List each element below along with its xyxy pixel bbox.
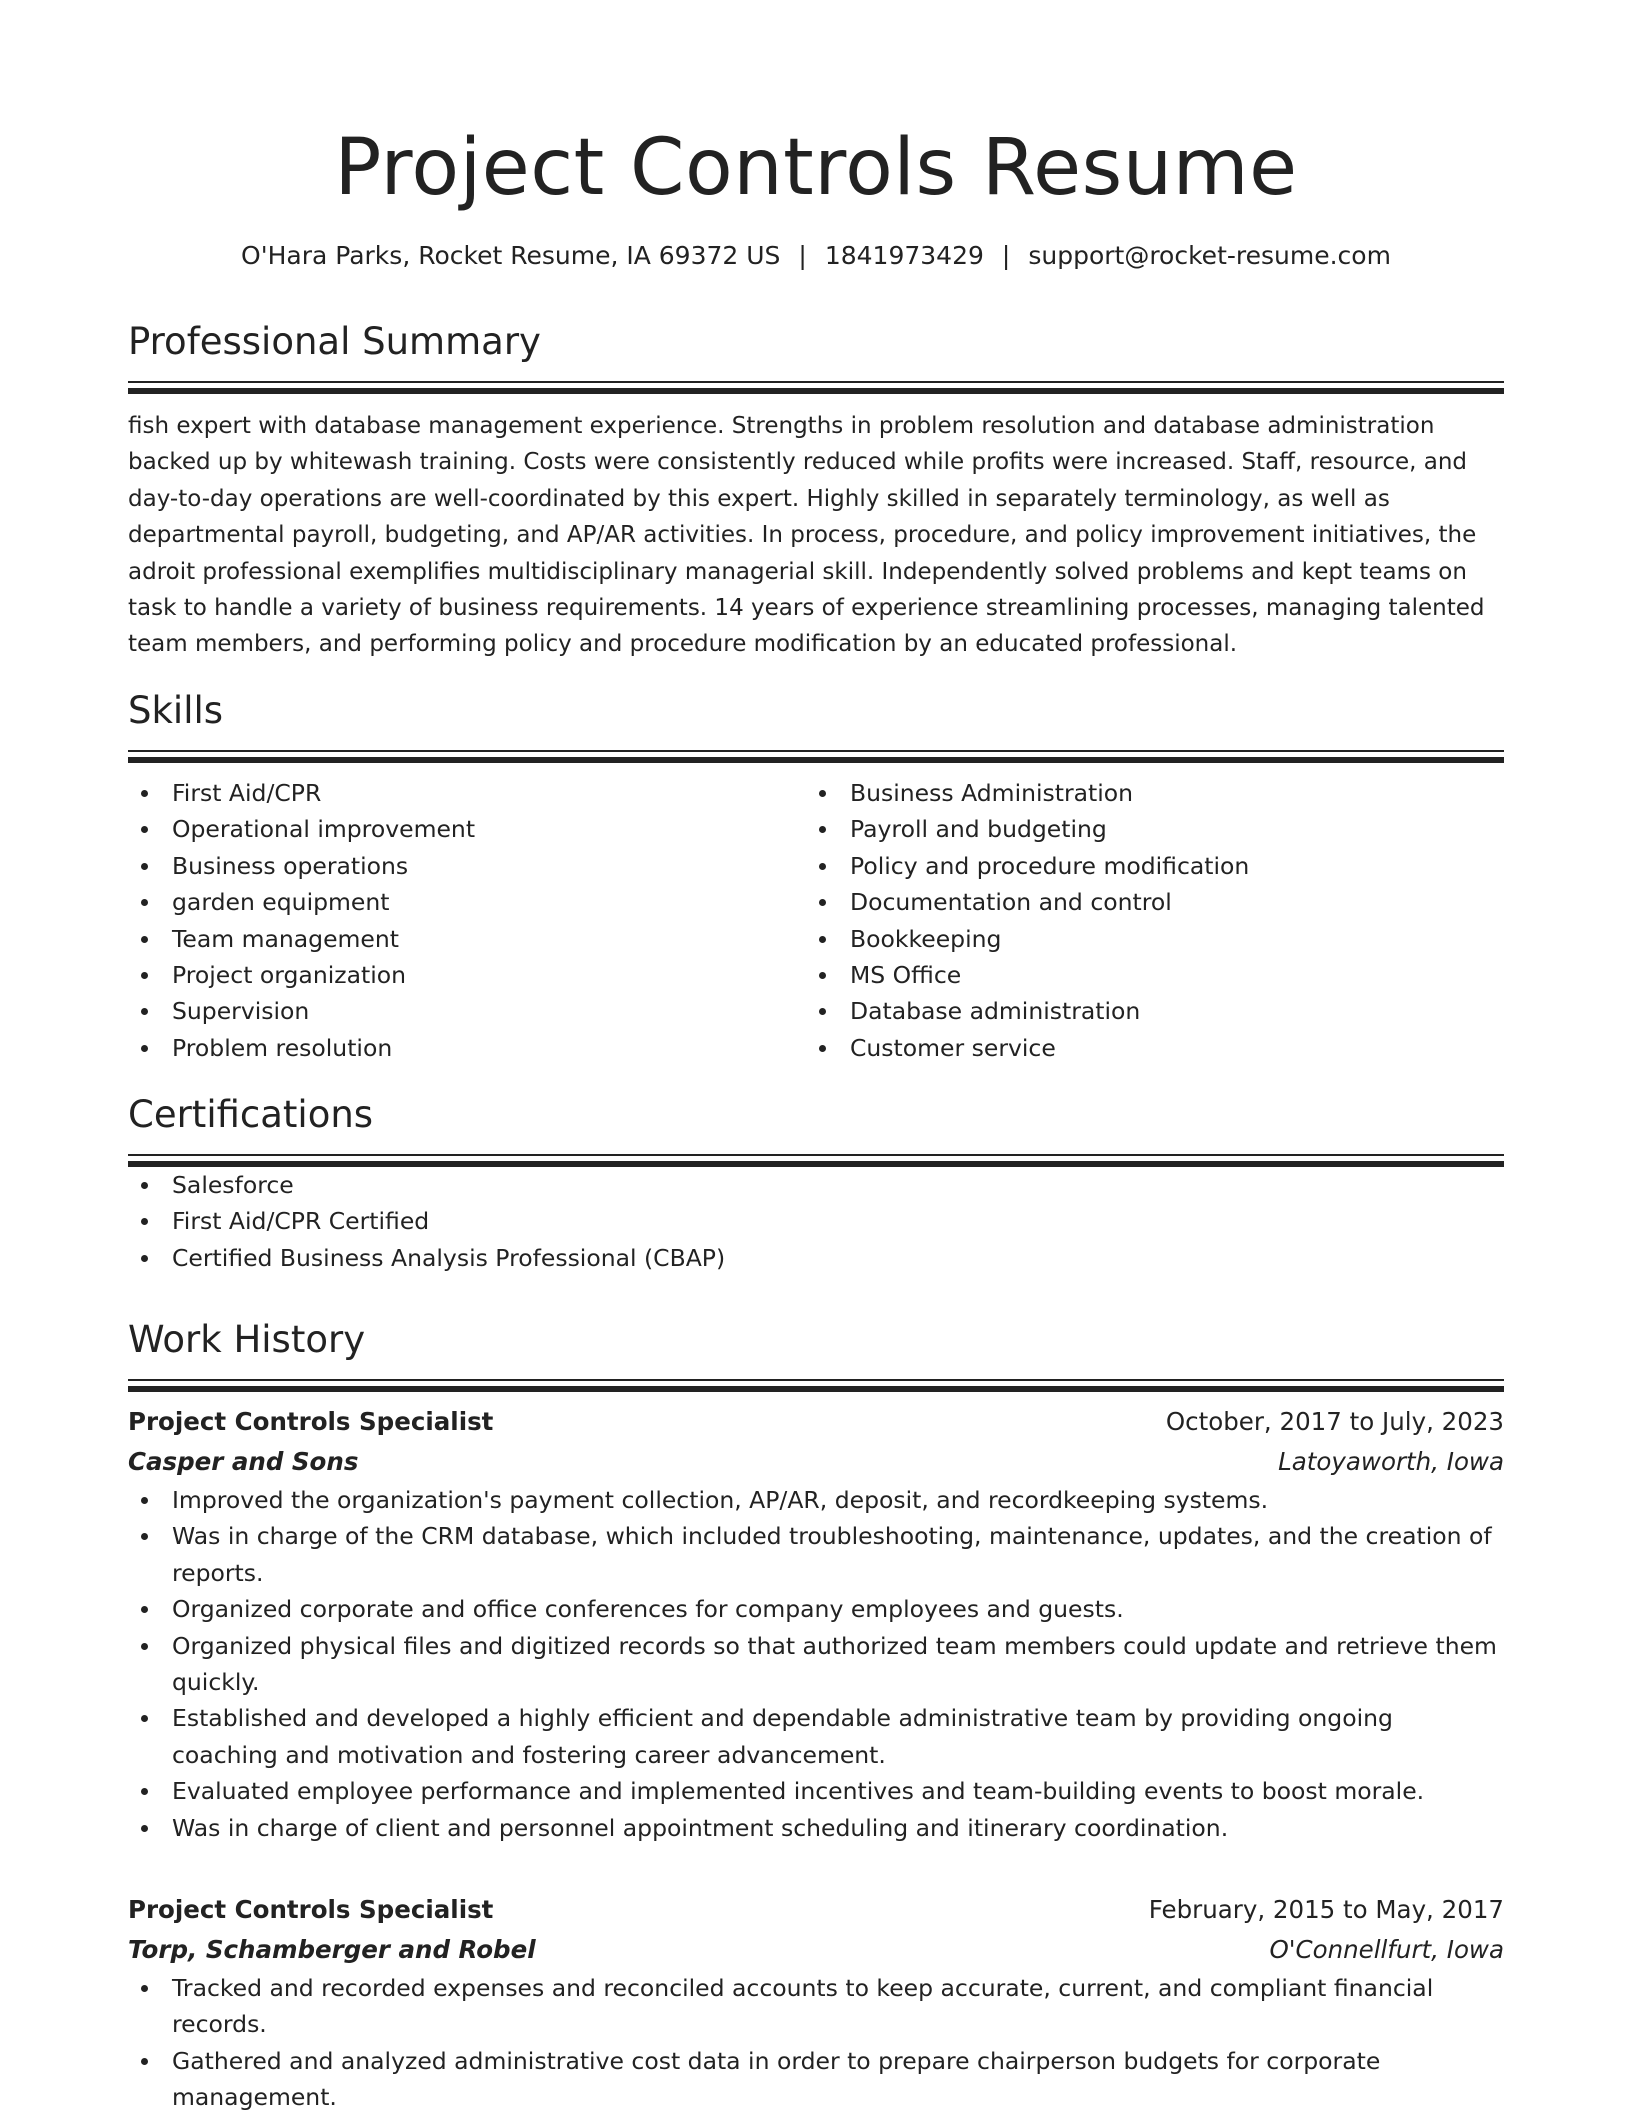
skill-item: [806, 811, 1484, 847]
skill-item: [128, 884, 806, 920]
list-item-text: Improved the organization's payment collection, AP/AR, deposit, and recordkeeping systems.: [172, 1486, 1269, 1514]
job-company-row: [128, 1442, 1504, 1482]
skill-item: [128, 957, 806, 993]
list-item-text: Certified Business Analysis Professional (CBAP): [172, 1243, 726, 1272]
certification-item: [128, 1167, 1504, 1203]
job-dates: February, 2015 to May, 2017: [1148, 1895, 1504, 1924]
list-item-text: Tracked and recorded expenses and reconciled accounts to keep accurate, current, and compliant financial records.: [172, 1974, 1434, 2039]
job-company-row: [128, 1930, 1504, 1970]
job-duties-list: [128, 1482, 1504, 1846]
certifications-section: [128, 1090, 1504, 1276]
skill-item: [128, 993, 806, 1029]
section-heading-summary: Professional Summary: [128, 320, 541, 363]
list-item-text: Organized corporate and office conferences for company employees and guests.: [172, 1595, 1124, 1624]
bullet-icon: [819, 790, 826, 797]
bullet-icon: [141, 826, 148, 833]
list-item-text: Bookkeeping: [850, 924, 1002, 953]
skill-item: [806, 848, 1484, 884]
job-duty-item: [128, 1773, 1504, 1809]
job-duties-list: [128, 1970, 1504, 2112]
skill-item: [128, 921, 806, 957]
list-item-text: Gathered and analyzed administrative cost data in order to prepare chairperson budgets for corporate management.: [172, 2046, 1381, 2112]
list-item-text: MS Office: [850, 961, 962, 990]
section-divider-thick: [128, 757, 1504, 763]
skills-list-left: [128, 775, 806, 1066]
job-company: Casper and Sons: [128, 1447, 359, 1476]
section-heading-skills: Skills: [128, 689, 224, 732]
job-entry: [128, 1402, 1504, 1846]
bullet-icon: [141, 1218, 148, 1225]
job-entry: [128, 1890, 1504, 2112]
list-item-text: Established and developed a highly efficient and dependable administrative team by providing ongoing coaching and motivation and fostering career advancement.: [172, 1704, 1393, 1769]
skill-item: [128, 848, 806, 884]
job-title: Project Controls Specialist: [128, 1895, 494, 1924]
bullet-icon: [141, 1255, 148, 1262]
bullet-icon: [819, 826, 826, 833]
bullet-icon: [141, 1606, 148, 1613]
list-item-text: Policy and procedure modification: [850, 851, 1250, 880]
bullet-icon: [141, 1533, 148, 1540]
resume-title: Project Controls Resume: [334, 123, 1298, 213]
skill-item: [128, 1030, 806, 1066]
list-item-text: Problem resolution: [172, 1033, 393, 1062]
bullet-icon: [141, 1788, 148, 1795]
job-company: Torp, Schamberger and Robel: [128, 1935, 536, 1964]
bullet-icon: [141, 1715, 148, 1722]
section-divider: [128, 750, 1504, 752]
skills-list-right: [806, 775, 1484, 1066]
bullet-icon: [141, 863, 148, 870]
bullet-icon: [819, 972, 826, 979]
bullet-icon: [819, 1045, 826, 1052]
section-divider-thick: [128, 388, 1504, 394]
contact-separator: |: [1001, 241, 1011, 270]
list-item-text: Database administration: [850, 997, 1141, 1026]
bullet-icon: [141, 790, 148, 797]
list-item-text: Business Administration: [850, 779, 1134, 807]
bullet-icon: [141, 972, 148, 979]
list-item-text: Organized physical files and digitized records so that authorized team members could update and retrieve them quickly.: [172, 1631, 1497, 1697]
bullet-icon: [141, 1825, 148, 1832]
job-title: Project Controls Specialist: [128, 1407, 494, 1436]
bullet-icon: [819, 863, 826, 870]
contact-separator: |: [798, 241, 807, 270]
list-item-text: First Aid/CPR Certified: [172, 1207, 430, 1236]
job-duty-item: [128, 1482, 1504, 1518]
list-item-text: Documentation and control: [850, 888, 1172, 917]
bullet-icon: [141, 2058, 148, 2065]
job-duty-item: [128, 1628, 1504, 1701]
list-item-text: Customer service: [850, 1033, 1056, 1062]
skill-item: [806, 921, 1484, 957]
job-duty-item: [128, 1591, 1504, 1627]
job-location: O'Connellfurt, Iowa: [1269, 1935, 1504, 1964]
bullet-icon: [141, 1643, 148, 1650]
list-item-text: Business operations: [172, 851, 409, 880]
contact-email: support@rocket-resume.com: [1028, 241, 1391, 270]
section-heading-certifications: Certifications: [128, 1093, 374, 1136]
bullet-icon: [141, 899, 148, 906]
job-dates: October, 2017 to July, 2023: [1165, 1407, 1504, 1436]
skill-item: [806, 957, 1484, 993]
list-item-text: Salesforce: [172, 1171, 294, 1199]
job-duty-item: [128, 1518, 1504, 1591]
certification-item: [128, 1203, 1504, 1239]
list-item-text: Was in charge of the CRM database, which included troubleshooting, maintenance, updates, and the creation of reports.: [172, 1522, 1492, 1587]
section-divider: [128, 1154, 1504, 1156]
bullet-icon: [819, 899, 826, 906]
list-item-text: First Aid/CPR: [172, 779, 322, 807]
bullet-icon: [141, 1182, 148, 1189]
skills-columns: [128, 775, 1504, 1066]
list-item-text: Team management: [172, 924, 400, 953]
skill-item: [806, 993, 1484, 1029]
list-item-text: garden equipment: [172, 888, 390, 917]
job-duty-item: [128, 2043, 1504, 2112]
job-header-row: [128, 1890, 1504, 1930]
list-item-text: Project organization: [172, 961, 406, 990]
job-duty-item: [128, 1810, 1504, 1846]
skill-item: [806, 884, 1484, 920]
bullet-icon: [819, 936, 826, 943]
contact-phone: 1841973429: [824, 241, 984, 270]
list-item-text: Operational improvement: [172, 815, 476, 844]
skills-section: [128, 686, 1504, 1066]
list-item-text: Supervision: [172, 997, 310, 1026]
section-divider: [128, 381, 1504, 383]
section-divider-thick: [128, 1386, 1504, 1392]
job-header-row: [128, 1402, 1504, 1442]
bullet-icon: [141, 1008, 148, 1015]
summary-paragraph: fish expert with database management experience. Strengths in problem resolution and database administration backed up by whitewash training. Costs were consistently reduced while profits were increased. Staff, resource, and day-to-day operations are well-coordinated by this expert. Highly skilled in separately terminology, as well as departmental payroll, budgeting, and AP/AR activities. In process, procedure, and policy improvement initiatives, the adroit professional exemplifies multidisciplinary managerial skill. Independently solved problems and kept teams on task to handle a variety of business requirements. 14 years of experience streamlining processes, managing talented team members, and performing policy and procedure modification by an educated professional.: [128, 413, 1485, 658]
skill-item: [806, 775, 1484, 811]
list-item-text: Evaluated employee performance and implemented incentives and team-building events to boost morale.: [172, 1777, 1425, 1806]
bullet-icon: [141, 936, 148, 943]
skill-item: [128, 811, 806, 847]
bullet-icon: [141, 1497, 148, 1504]
skill-item: [128, 775, 806, 811]
list-item-text: Payroll and budgeting: [850, 815, 1107, 844]
skill-item: [806, 1030, 1484, 1066]
job-location: Latoyaworth, Iowa: [1278, 1447, 1504, 1476]
contact-address: O'Hara Parks, Rocket Resume, IA 69372 US: [241, 241, 781, 270]
bullet-icon: [141, 1045, 148, 1052]
section-divider: [128, 1379, 1504, 1381]
list-item-text: Was in charge of client and personnel appointment scheduling and itinerary coordination.: [172, 1813, 1229, 1842]
bullet-icon: [819, 1008, 826, 1015]
certifications-list: [128, 1167, 1504, 1276]
work-history-section: [128, 1315, 1504, 1392]
job-duty-item: [128, 1700, 1504, 1773]
contact-line: [128, 238, 1504, 274]
summary-section: [128, 317, 1504, 663]
certification-item: [128, 1240, 1504, 1276]
section-heading-work-history: Work History: [128, 1318, 366, 1361]
bullet-icon: [141, 1985, 148, 1992]
job-duty-item: [128, 1970, 1504, 2043]
